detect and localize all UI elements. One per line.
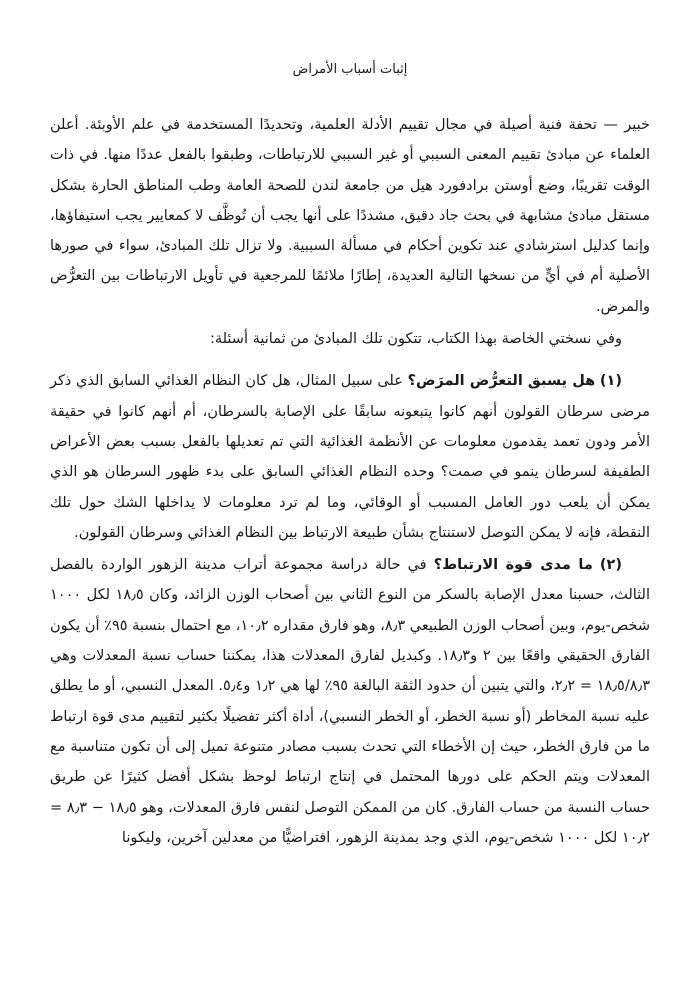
question-1-number: (١) — [599, 373, 622, 390]
question-1-heading: هل يسبق التعرُّض المرَض؟ — [407, 373, 596, 390]
question-2-number: (٢) — [599, 557, 623, 574]
question-1-body: على سبيل المثال، هل كان النظام الغذائي السابق الذي ذكر مرضى سرطان القولون أنهم كانوا يتبعونه سابقًا على الإصابة بالسرطان، أم أنهم كانوا في حقيقة الأمر ودون تعمد يقدمون معلومات عن الأنظمة الغذائية التي تم تعديلها بالفعل بسبب بعض الأعراض الطفيفة لسرطان ينمو في صمت؟ وحده النظام الغذائي السابق على بدء ظهور السرطان هو الذي يمكن أن يلعب دور العامل المسبب أو الوقائي، وما لم ترد معلومات لا يداخلها الشك حول تلك النقطة، فإنه لا يمكن التوصل لاستنتاج بشأن طبيعة الارتباط بين النظام الغذائي وسرطان القولون. — [50, 373, 650, 541]
paragraph-principles-lead: وفي نسختي الخاصة بهذا الكتاب، تتكون تلك المبادئ من ثمانية أسئلة: — [209, 331, 622, 348]
paragraph-intro: خبير — تحفة فنية أصيلة في مجال تقييم الأدلة العلمية، وتحديدًا المستخدمة في علم الأوبئة. أعلن العلماء عن مبادئ تقييم المعنى السببي أو غير السببي للارتباطات، وطبقوا بالفعل عددًا منها. في ذات الوقت تقريبًا، وضع أوستن برادفورد هيل من جامعة لندن للصحة العامة وطب المناطق الحارة بشكل مستقل مبادئ مشابهة في بحث جاد دقيق، مشددًا على أنها يجب أن تُوظَّف لا كمعايير يجب استيفاؤها، وإنما كدليل استرشادي عند تكوين أحكام في مسألة السببية. ولا تزال تلك المبادئ، سواء في صورها الأصلية أم في أيٍّ من نسخها التالية العديدة، إطارًا ملائمًا للمرجعية في تأويل الارتباطات بين التعرُّض والمرض. — [50, 117, 650, 315]
question-2-heading: ما مدى قوة الارتباط؟ — [433, 557, 593, 574]
question-1 — [50, 366, 650, 548]
question-2-body: في حالة دراسة مجموعة أتراب مدينة الزهور الواردة بالفصل الثالث، حسبنا معدل الإصابة بالسكر من النوع الثاني بين أصحاب الوزن الزائد، وكان ١٨٫٥ لكل ١٠٠٠ شخص-يوم، وبين أصحاب الوزن الطبيعي ٨٫٣، وهو فارق مقداره ١٠٫٢، مع احتمال بنسبة ٩٥٪ أن يكون الفارق الحقيقي واقعًا بين ٢ و١٨٫٣. وكبديل لفارق المعدلات هذا، يمكننا حساب نسبة المعدلات وهي ١٨٫٥/٨٫٣ = ٢٫٢، والتي يتبين أن حدود الثقة البالغة ٩٥٪ لها هي ١٫٢ و٥٫٤. المعدل النسبي، أو ما يطلق عليه نسبة المخاطر (أو نسبة الخطر، أو الخطر النسبي)، أداة أكثر تفضيلًا بكثير لتقييم مدى قوة ارتباط ما من فارق الخطر، حيث إن الأخطاء التي تحدث بسبب مصادر متنوعة تميل إلى أن تكون متناسبة مع المعدلات ويتم الحكم على دورها المحتمل في إنتاج ارتباط لوحظ بشكل أفضل كثيرًا عن طريق حساب النسبة من حساب الفارق. كان من الممكن التوصل لنفس فارق المعدلات، وهو ١٨٫٥ − ٨٫٣ = ١٠٫٢ لكل ١٠٠٠ شخص-يوم، الذي وجد بمدينة الزهور، افتراضيًّا من معدلين آخرين، وليكونا — [50, 557, 651, 846]
question-2 — [50, 550, 650, 853]
document-page — [50, 0, 650, 853]
running-header: إثبات أسباب الأمراض — [292, 62, 408, 77]
